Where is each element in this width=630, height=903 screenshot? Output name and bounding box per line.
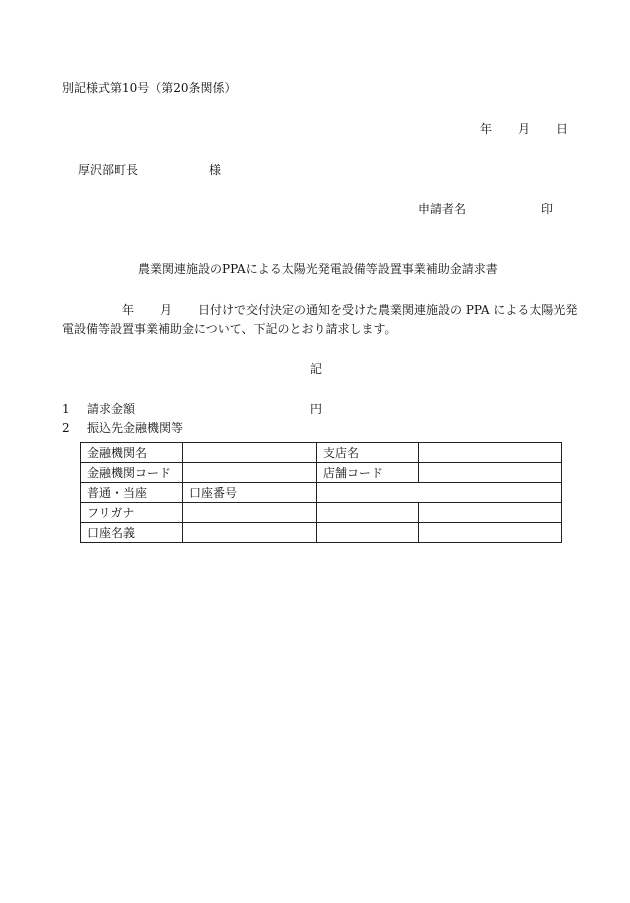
branch-name-field[interactable] xyxy=(419,443,562,463)
furigana-field-2[interactable] xyxy=(317,503,419,523)
table-row xyxy=(81,503,562,523)
item-number: 1 xyxy=(62,402,70,416)
account-holder-label: 口座名義 xyxy=(81,523,183,543)
table-row xyxy=(81,463,562,483)
applicant-label: 申請者名 xyxy=(418,202,467,216)
addressee-honorific: 様 xyxy=(209,163,222,177)
date-line xyxy=(480,122,568,136)
furigana-field-1[interactable] xyxy=(183,503,317,523)
table-row xyxy=(81,443,562,463)
bank-code-label: 金融機関コード xyxy=(81,463,183,483)
branch-code-field[interactable] xyxy=(419,463,562,483)
account-holder-field-1[interactable] xyxy=(183,523,317,543)
account-number-label: 口座番号 xyxy=(183,483,317,503)
furigana-label: フリガナ xyxy=(81,503,183,523)
account-number-field[interactable] xyxy=(317,483,562,503)
yen-unit: 円 xyxy=(310,402,323,416)
form-number: 別記様式第10号（第20条関係） xyxy=(62,81,237,95)
body-year: 年 xyxy=(122,303,135,317)
account-holder-field-2[interactable] xyxy=(317,523,419,543)
bank-table xyxy=(80,442,562,543)
bank-name-field[interactable] xyxy=(183,443,317,463)
branch-name-label: 支店名 xyxy=(317,443,419,463)
body-text: 日付けで交付決定の通知を受けた農業関連施設の PPA による太陽光発電設備等設置事業補助金について、下記のとおり請求します。 xyxy=(62,303,578,336)
seal-mark: 印 xyxy=(541,202,554,216)
account-holder-field-3[interactable] xyxy=(419,523,562,543)
item-number: 2 xyxy=(62,421,70,435)
branch-code-label: 店舗コード xyxy=(317,463,419,483)
item-claim-amount xyxy=(62,402,323,416)
addressee xyxy=(78,163,222,177)
date-day: 日 xyxy=(556,122,569,136)
document-title: 農業関連施設のPPAによる太陽光発電設備等設置事業補助金請求書 xyxy=(138,262,498,276)
account-type-label: 普通・当座 xyxy=(81,483,183,503)
addressee-name: 厚沢部町長 xyxy=(78,163,139,177)
table-row xyxy=(81,483,562,503)
bank-code-field[interactable] xyxy=(183,463,317,483)
applicant-line xyxy=(418,202,554,216)
furigana-field-3[interactable] xyxy=(419,503,562,523)
item-label: 請求金額 xyxy=(87,402,136,416)
ki-heading: 記 xyxy=(310,362,323,376)
body-paragraph xyxy=(62,301,582,339)
date-year: 年 xyxy=(480,122,493,136)
body-month: 月 xyxy=(160,303,173,317)
bank-name-label: 金融機関名 xyxy=(81,443,183,463)
item-label: 振込先金融機関等 xyxy=(87,421,184,435)
item-bank-info xyxy=(62,421,183,435)
date-month: 月 xyxy=(518,122,531,136)
table-row xyxy=(81,523,562,543)
